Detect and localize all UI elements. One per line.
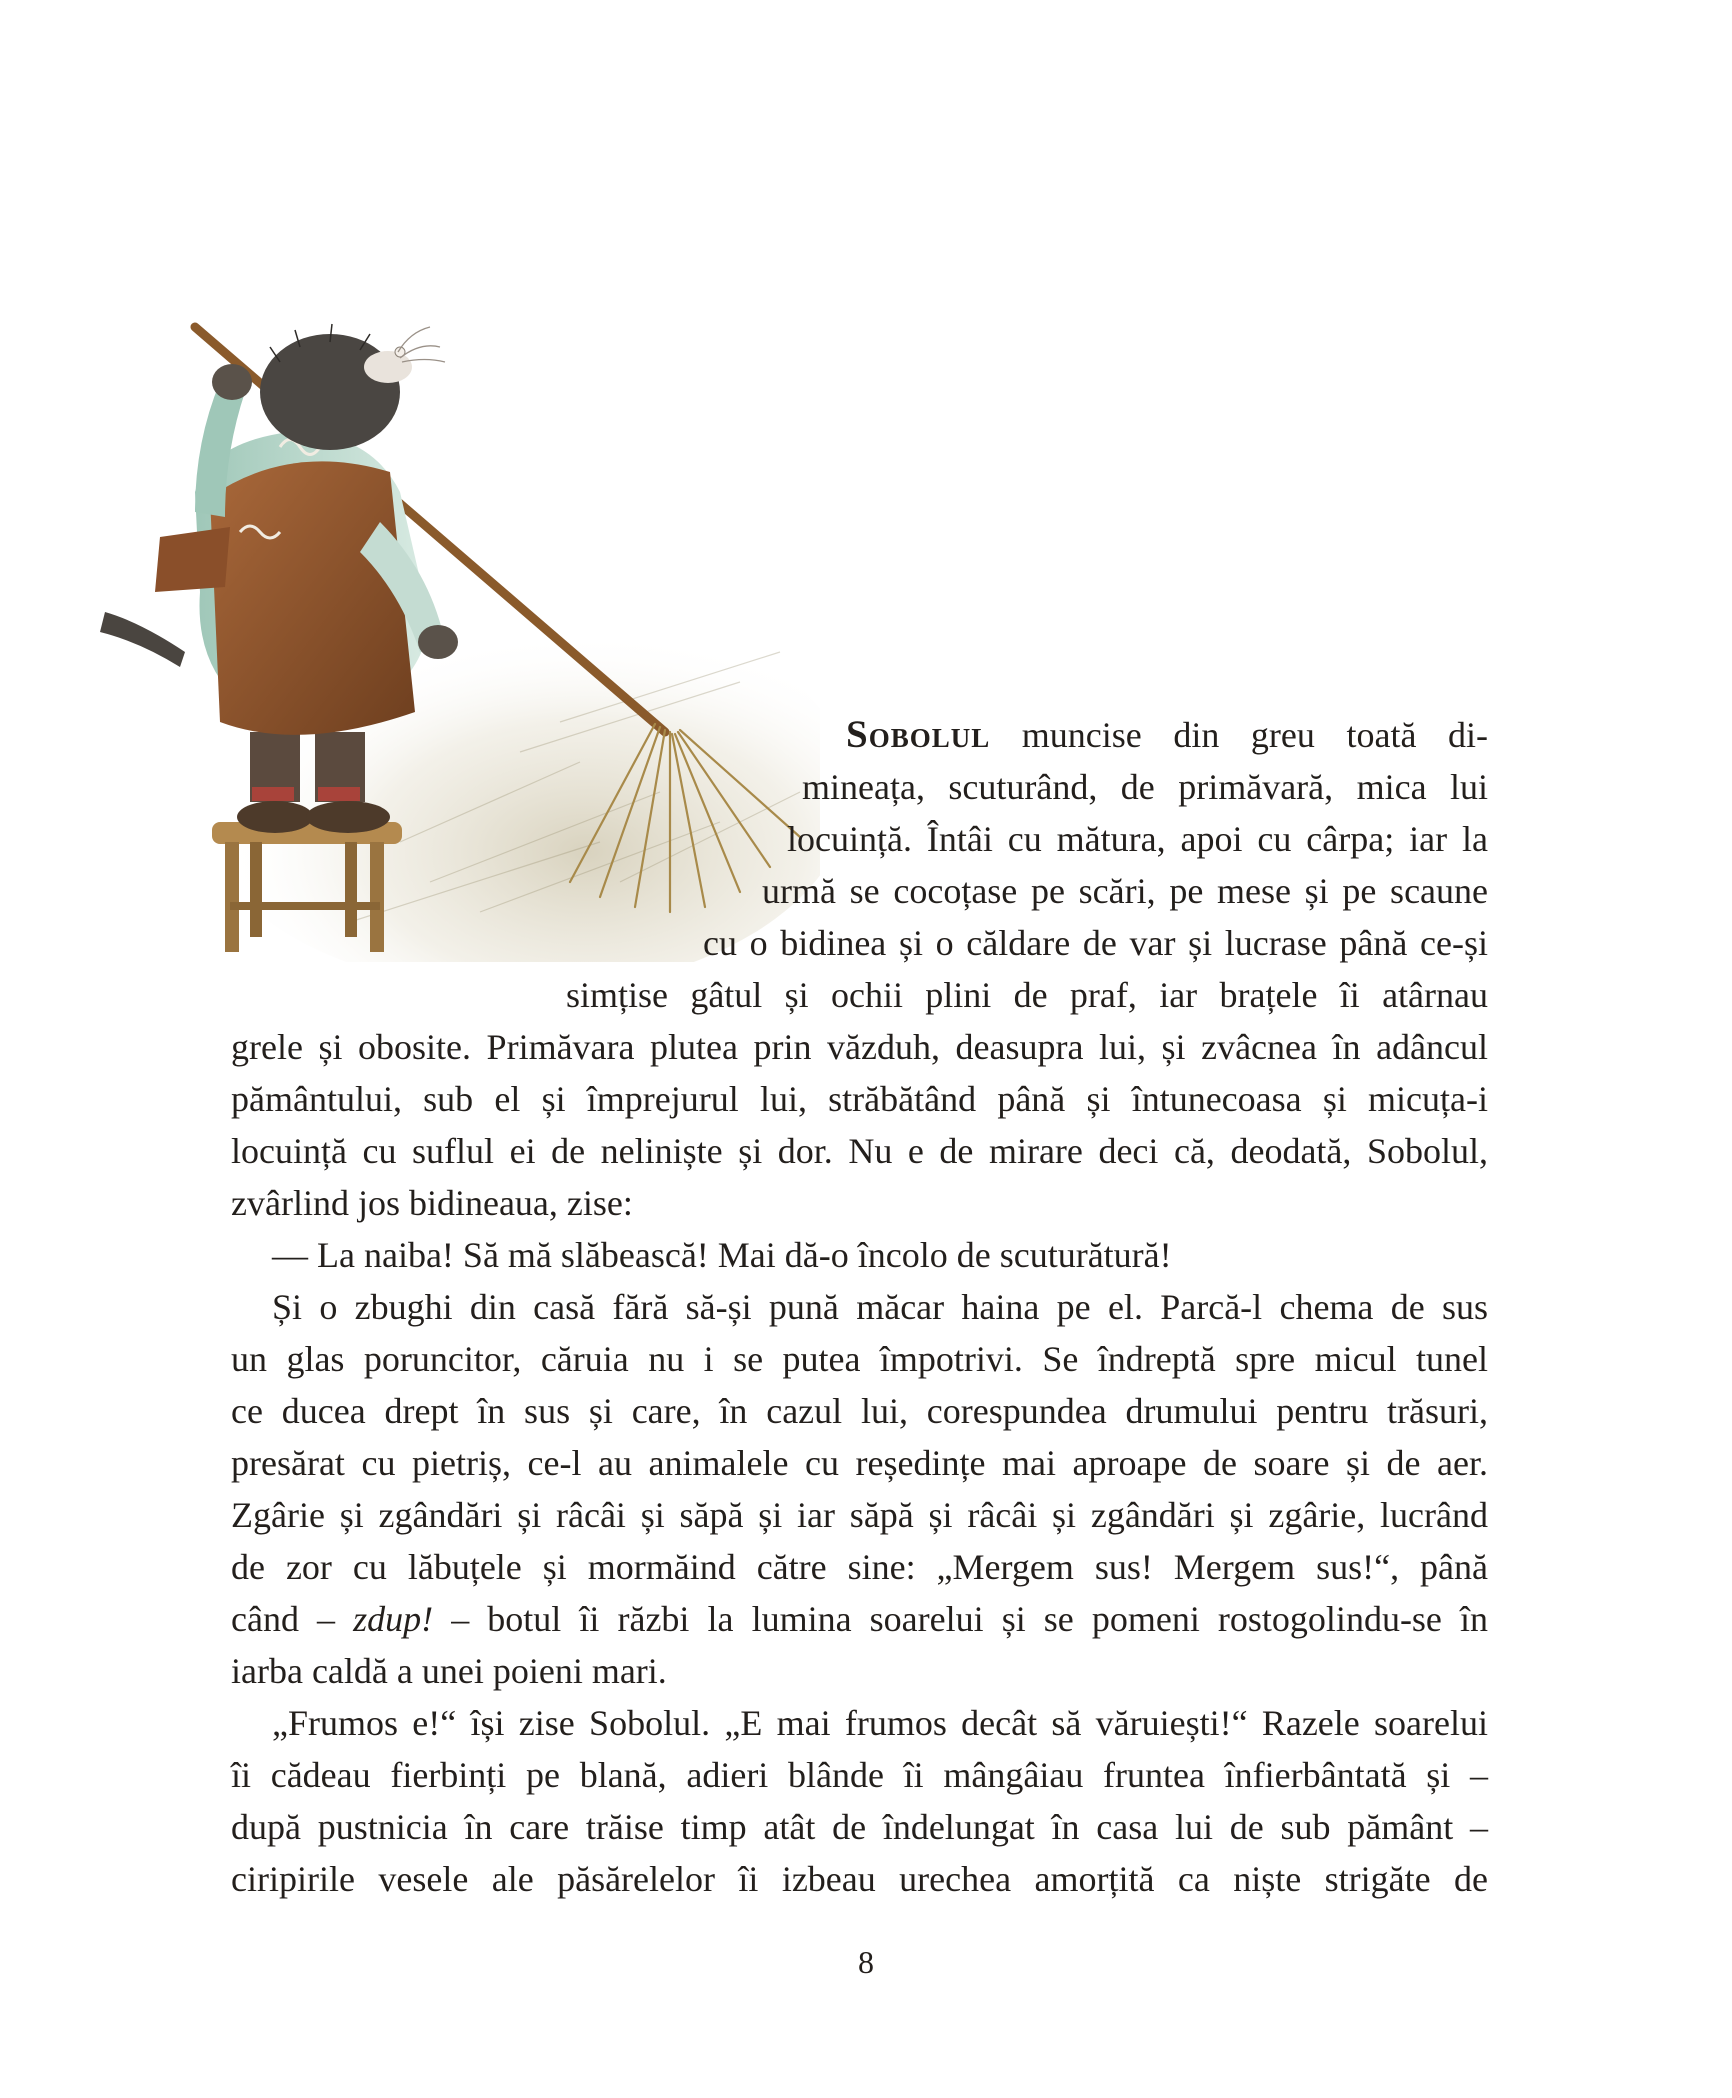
zdup-italic: zdup!: [353, 1599, 434, 1639]
text-line-14: ce ducea drept în sus și care, în cazul lui, corespundea drumului pentru trăsuri,: [231, 1391, 1488, 1431]
text-line-12: Și o zbughi din casă fără să-și pună măcar haina pe el. Parcă-l chema de sus: [272, 1287, 1488, 1327]
text-line-4: urmă se cocoțase pe scări, pe mese și pe scaune: [762, 871, 1488, 911]
text-line-7: grele și obosite. Primăvara plutea prin văzduh, deasupra lui, și zvâcnea în adâncul: [231, 1027, 1488, 1067]
text-line-17: de zor cu lăbuțele și mormăind către sine: „Mergem sus! Mergem sus!“, până: [231, 1547, 1488, 1587]
text-line-20: „Frumos e!“ își zise Sobolul. „E mai frumos decât să văruiești!“ Razele soarelui: [272, 1703, 1488, 1743]
text-line-8: pământului, sub el și împrejurul lui, străbătând până și întunecoasa și micuța-i: [231, 1079, 1488, 1119]
text-line-23: ciripirile vesele ale păsărelelor îi izbeau urechea amorțită ca niște strigăte de: [231, 1859, 1488, 1899]
mole-sweeping-illustration: [100, 322, 820, 962]
opening-word: Sobolul: [846, 713, 991, 756]
text-line-16: Zgârie și zgândări și râcâi și săpă și iar săpă și râcâi și zgândări și zgârie, lucrând: [231, 1495, 1488, 1535]
text-line-10: zvârlind jos bidineaua, zise:: [231, 1183, 633, 1223]
text-line-21: îi cădeau fierbinți pe blană, adieri blânde îi mângâiau fruntea înfierbântată și –: [231, 1755, 1488, 1795]
text-line-13: un glas poruncitor, căruia nu i se putea împotrivi. Se îndreptă spre micul tunel: [231, 1339, 1488, 1379]
text-line-9: locuință cu suflul ei de neliniște și dor. Nu e de mirare deci că, deodată, Sobolul,: [231, 1131, 1488, 1171]
text-line-15: presărat cu pietriș, ce-l au animalele cu reședințe mai aproape de soare și de aer.: [231, 1443, 1488, 1483]
text-line-18: când – zdup! – botul îi răzbi la lumina soarelui și se pomeni rostogolindu-se în: [231, 1599, 1489, 1639]
text-line-11-dialogue: — La naiba! Să mă slăbească! Mai dă-o încolo de scuturătură!: [272, 1235, 1172, 1275]
text-line-6: simțise gâtul și ochii plini de praf, iar brațele îi atârnau: [566, 975, 1488, 1015]
text-line-5: cu o bidinea și o căldare de var și lucrase până ce-și: [703, 923, 1488, 963]
text-line-3: locuință. Întâi cu mătura, apoi cu cârpa; iar la: [787, 819, 1488, 859]
text-line-1: Sobolul muncise din greu toată di-: [846, 713, 1488, 756]
text-line-22: după pustnicia în care trăise timp atât de îndelungat în casa lui de sub pământ –: [231, 1807, 1488, 1847]
page-number: 8: [858, 1944, 874, 1980]
text-line-19: iarba caldă a unei poieni mari.: [231, 1651, 667, 1691]
text-line-2: mineața, scuturând, de primăvară, mica lui: [802, 767, 1488, 807]
